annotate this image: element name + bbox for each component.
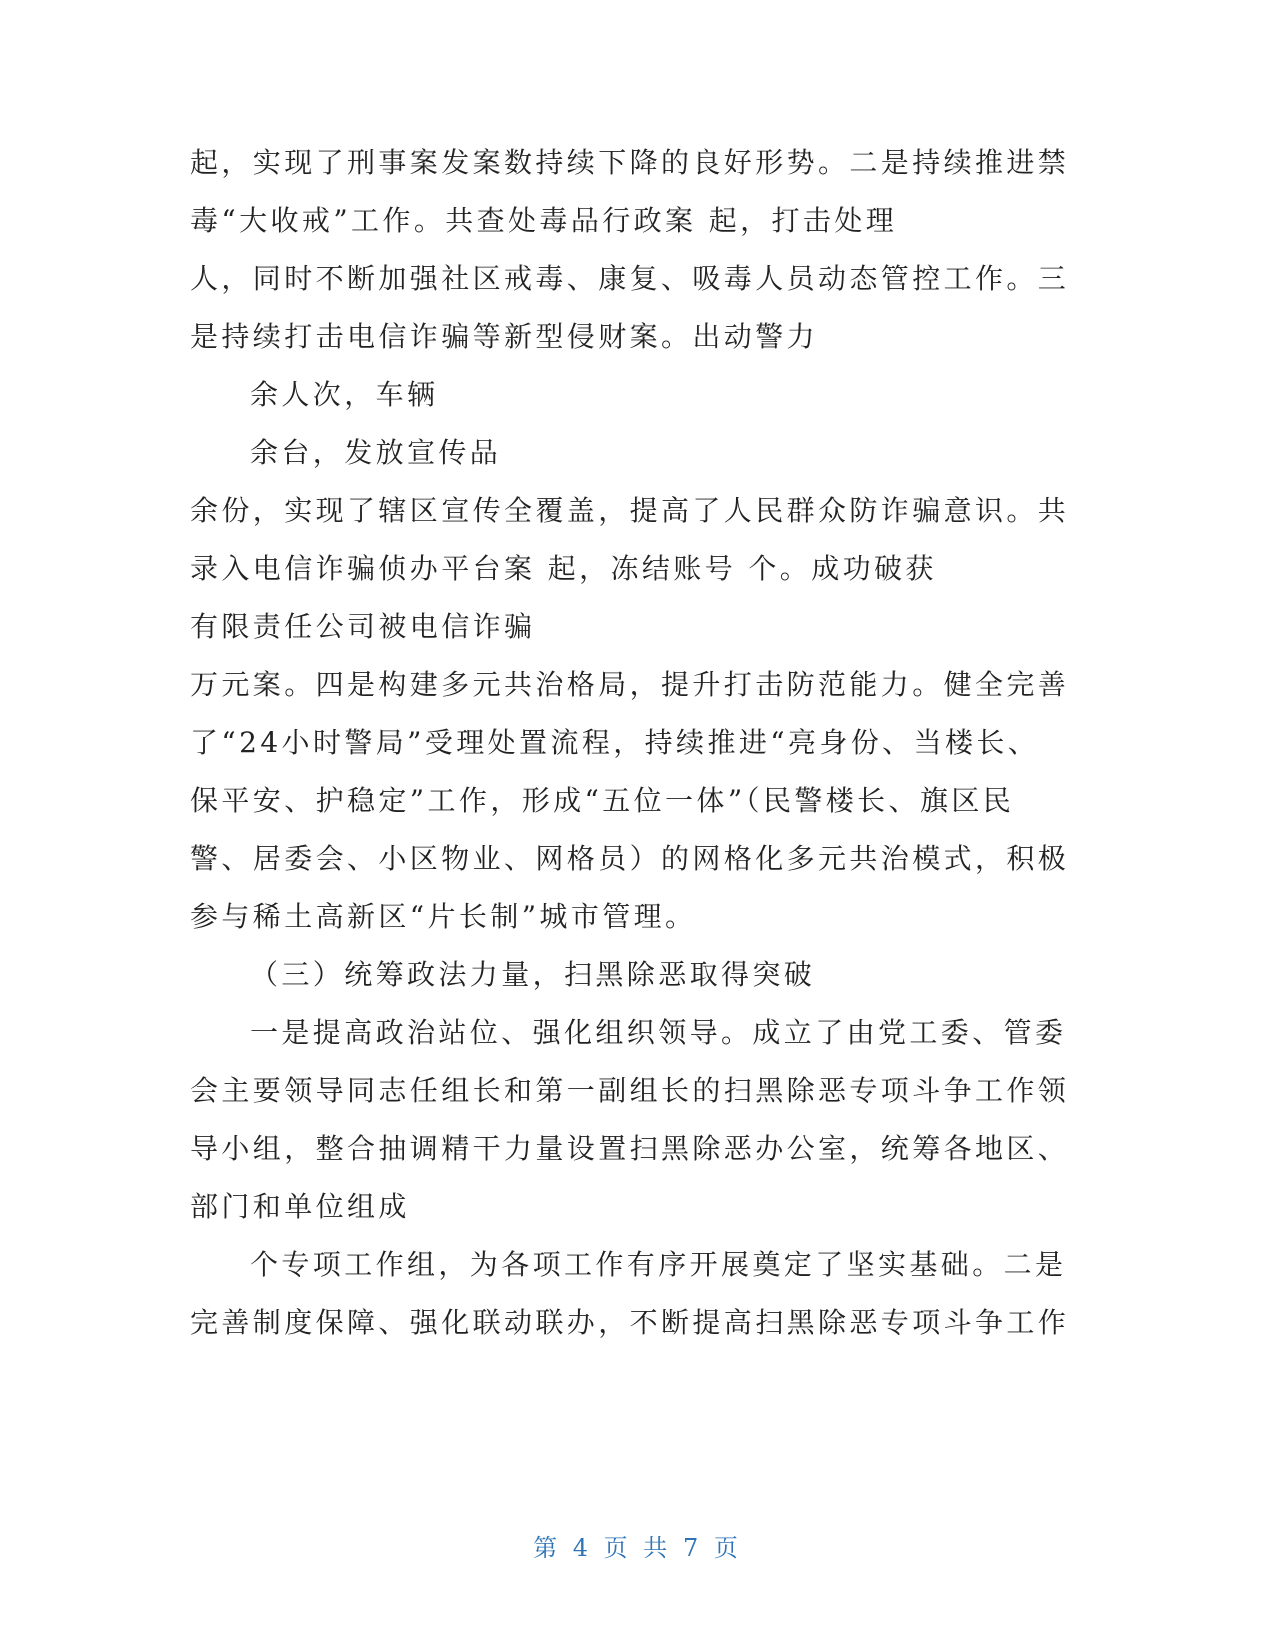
- text-line: 是持续打击电信诈骗等新型侵财案。出动警力: [190, 320, 819, 353]
- text-line: 会主要领导同志任组长和第一副组长的扫黑除恶专项斗争工作领: [190, 1074, 1070, 1107]
- text-line: 有限责任公司被电信诈骗: [190, 610, 536, 643]
- text-line: 余人次，车辆: [250, 378, 439, 411]
- text-line: 毒“大收戒”工作。共查处毒品行政案 起，打击处理: [190, 204, 898, 237]
- text-line: 余份，实现了辖区宣传全覆盖，提高了人民群众防诈骗意识。共: [190, 494, 1070, 527]
- text-line: 录入电信诈骗侦办平台案 起，冻结账号 个。成功破获: [190, 552, 937, 585]
- text-line: 一是提高政治站位、强化组织领导。成立了由党工委、管委: [250, 1016, 1067, 1049]
- text-line: 万元案。四是构建多元共治格局，提升打击防范能力。健全完善: [190, 668, 1070, 701]
- text-line: 保平安、护稳定”工作，形成“五位一体”（民警楼长、旗区民: [190, 784, 1015, 817]
- section-heading: （三）统筹政法力量，扫黑除恶取得突破: [250, 958, 816, 991]
- text-line: 部门和单位组成: [190, 1190, 410, 1223]
- page-number-footer: 第 4 页 共 7 页: [533, 1534, 742, 1562]
- text-line: 导小组，整合抽调精干力量设置扫黑除恶办公室，统筹各地区、: [190, 1132, 1070, 1165]
- text-line: 了“24小时警局”受理处置流程，持续推进“亮身份、当楼长、: [190, 726, 1040, 759]
- text-line: 人，同时不断加强社区戒毒、康复、吸毒人员动态管控工作。三: [190, 262, 1070, 295]
- text-line: 余台，发放宣传品: [250, 436, 502, 469]
- text-line: 个专项工作组，为各项工作有序开展奠定了坚实基础。二是: [250, 1248, 1067, 1281]
- text-line: 参与稀土高新区“片长制”城市管理。: [190, 900, 697, 933]
- text-line: 起，实现了刑事案发案数持续下降的良好形势。二是持续推进禁: [190, 146, 1070, 179]
- text-line: 警、居委会、小区物业、网格员）的网格化多元共治模式，积极: [190, 842, 1070, 875]
- text-line: 完善制度保障、强化联动联办，不断提高扫黑除恶专项斗争工作: [190, 1306, 1070, 1339]
